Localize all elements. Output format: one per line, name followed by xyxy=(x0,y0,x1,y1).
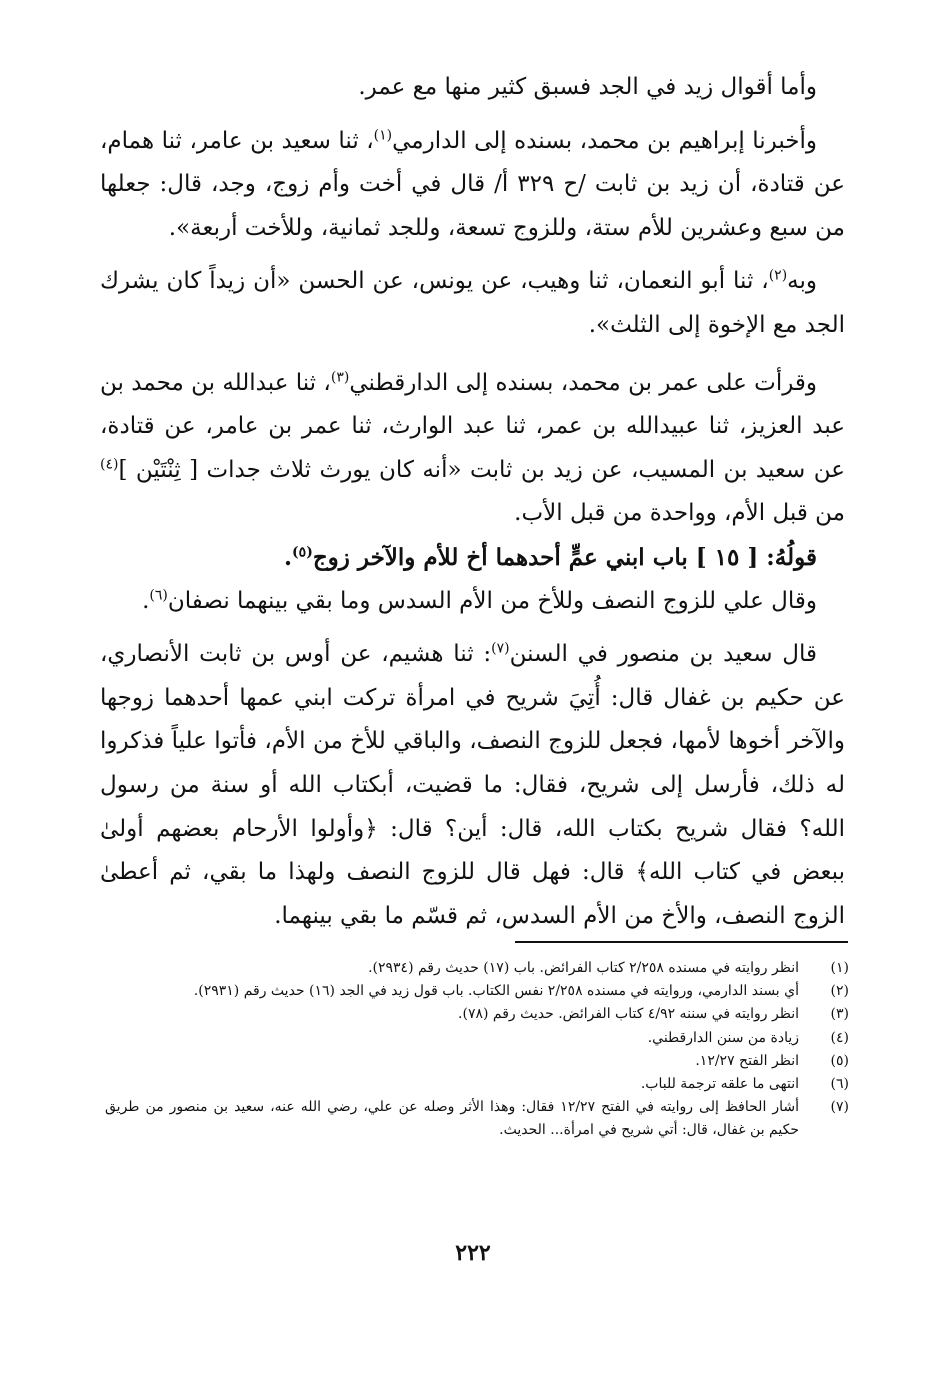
main-text xyxy=(100,66,845,938)
footnote-ref-4: (٤) xyxy=(100,456,119,473)
paragraph-7-text-a: قال سعيد بن منصور في السنن xyxy=(509,641,817,668)
paragraph-6-text-a: وقال علي للزوج النصف وللأخ من الأم السدس وما بقي بينهما نصفان xyxy=(167,587,817,614)
footnote-number: (٦) xyxy=(830,1076,849,1093)
paragraph-4-text-a: وقرأت على عمر بن محمد، بسنده إلى الدارقطني xyxy=(349,369,818,396)
footnote-ref-2: (٢) xyxy=(768,267,788,284)
footnote-5 xyxy=(105,1050,849,1073)
paragraph-2 xyxy=(100,120,845,251)
page-number: ٢٢٢ xyxy=(455,1240,491,1266)
footnote-text: انظر روايته في سننه ٤/٩٢ كتاب الفرائض. حديث رقم (٧٨). xyxy=(458,1006,799,1023)
paragraph-4-text-b: ، ثنا عبدالله بن محمد بن عبد العزيز، ثنا عبيدالله بن عمر، ثنا عبد الوارث، ثنا عمر بن عامر، عن قتادة، عن سعيد بن المسيب، عن زيد بن ثابت «أنه كان يورث ثلاث جدات [ ثِنْتَيْن ] xyxy=(100,369,845,483)
footnote-number: (٧) xyxy=(830,1099,849,1116)
footnote-2 xyxy=(105,980,849,1003)
section-heading-end: . xyxy=(284,543,293,571)
paragraph-7 xyxy=(100,633,845,938)
paragraph-1 xyxy=(100,66,845,110)
footnote-number: (١) xyxy=(830,960,849,976)
section-heading xyxy=(100,536,845,580)
footnote-4 xyxy=(105,1027,849,1050)
paragraph-2-text-a: وأخبرنا إبراهيم بن محمد، بسنده إلى الدارمي xyxy=(392,127,818,154)
paragraph-4 xyxy=(100,362,845,536)
footnote-text: أي بسند الدارمي، وروايته في مسنده ٢/٢٥٨ نفس الكتاب. باب قول زيد في الجد (١٦) حديث رقم (٢٩٣١). xyxy=(193,983,799,1000)
footnote-3 xyxy=(105,1003,849,1026)
paragraph-4-text-c: من قبل الأم، وواحدة من قبل الأب. xyxy=(514,500,845,527)
footnote-number: (٤) xyxy=(830,1029,849,1046)
footnote-ref-1: (١) xyxy=(373,126,393,143)
paragraph-2-text-b: ، ثنا سعيد بن عامر، ثنا همام، عن قتادة، أن زيد بن ثابت /ح ٣٢٩ أ/ قال في أخت وأم زوج، وجد، قال: جعلها من سبع وعشرين للأم ستة، وللزوج تسعة، وللجد ثمانية، وللأخت أربعة». xyxy=(100,127,845,241)
footnote-text: أشار الحافظ إلى روايته في الفتح ١٢/٢٧ فقال: وهذا الأثر وصله عن علي، رضي الله عنه، سعيد بن منصور من طريق حكيم بن غفال، قال: أتي شريح في امرأة... الحديث. xyxy=(105,1099,799,1139)
footnote-1 xyxy=(105,957,849,980)
footnotes xyxy=(105,957,849,1143)
footnote-text: انتهى ما علقه ترجمة للباب. xyxy=(640,1076,799,1093)
paragraph-3-text-b: ، ثنا أبو النعمان، ثنا وهيب، عن يونس، عن الحسن «أن زيداً كان يشرك الجد مع الإخوة إلى الثلث». xyxy=(100,268,845,338)
footnote-ref-7: (٧) xyxy=(491,640,510,657)
footnote-text: انظر روايته في مسنده ٢/٢٥٨ كتاب الفرائض. باب (١٧) حديث رقم (٢٩٣٤). xyxy=(368,960,799,976)
footnote-7 xyxy=(105,1096,849,1142)
footnote-number: (٣) xyxy=(830,1006,849,1023)
footnote-ref-6: (٦) xyxy=(149,586,168,603)
paragraph-6 xyxy=(100,580,845,624)
footnote-ref-3: (٣) xyxy=(330,368,350,385)
footnote-separator xyxy=(515,941,848,943)
paragraph-1-text: وأما أقوال زيد في الجد فسبق كثير منها مع عمر. xyxy=(358,74,817,100)
footnote-text: انظر الفتح ١٢/٢٧. xyxy=(695,1052,799,1069)
section-heading-text: قولُهُ: [ ١٥ ] باب ابني عمٍّ أحدهما أخ للأم والآخر زوج xyxy=(312,543,817,571)
footnote-number: (٢) xyxy=(830,983,849,1000)
paragraph-3 xyxy=(100,260,845,347)
footnote-text: زيادة من سنن الدارقطني. xyxy=(647,1029,799,1046)
paragraph-7-text-b: : ثنا هشيم، عن أوس بن ثابت الأنصاري، عن حكيم بن غفال قال: أُتِيَ شريح في امرأة تركت ابني عمها أحدهما زوجها والآخر أخوها لأمها، فجعل للزوج النصف، والباقي للأخ من الأم، فأتوا علياً فذكروا له ذلك، فأرسل إلى شريح، فقال: ما قضيت، أبكتاب الله أو سنة من رسول الله؟ فقال شريح بكتاب الله، قال: أين؟ قال: ﴿وأولوا الأرحام بعضهم أولىٰ ببعض في كتاب الله﴾ قال: فهل قال للزوج النصف ولهذا ما بقي، ثم أعطىٰ الزوج النصف، والأخ من الأم السدس، ثم قسّم ما بقي بينهما. xyxy=(100,641,845,929)
footnote-ref-5: (٥) xyxy=(292,544,313,561)
footnote-6 xyxy=(105,1073,849,1096)
footnote-number: (٥) xyxy=(830,1052,849,1069)
paragraph-3-text-a: وبه xyxy=(787,268,817,295)
paragraph-6-text-b: . xyxy=(142,587,150,614)
